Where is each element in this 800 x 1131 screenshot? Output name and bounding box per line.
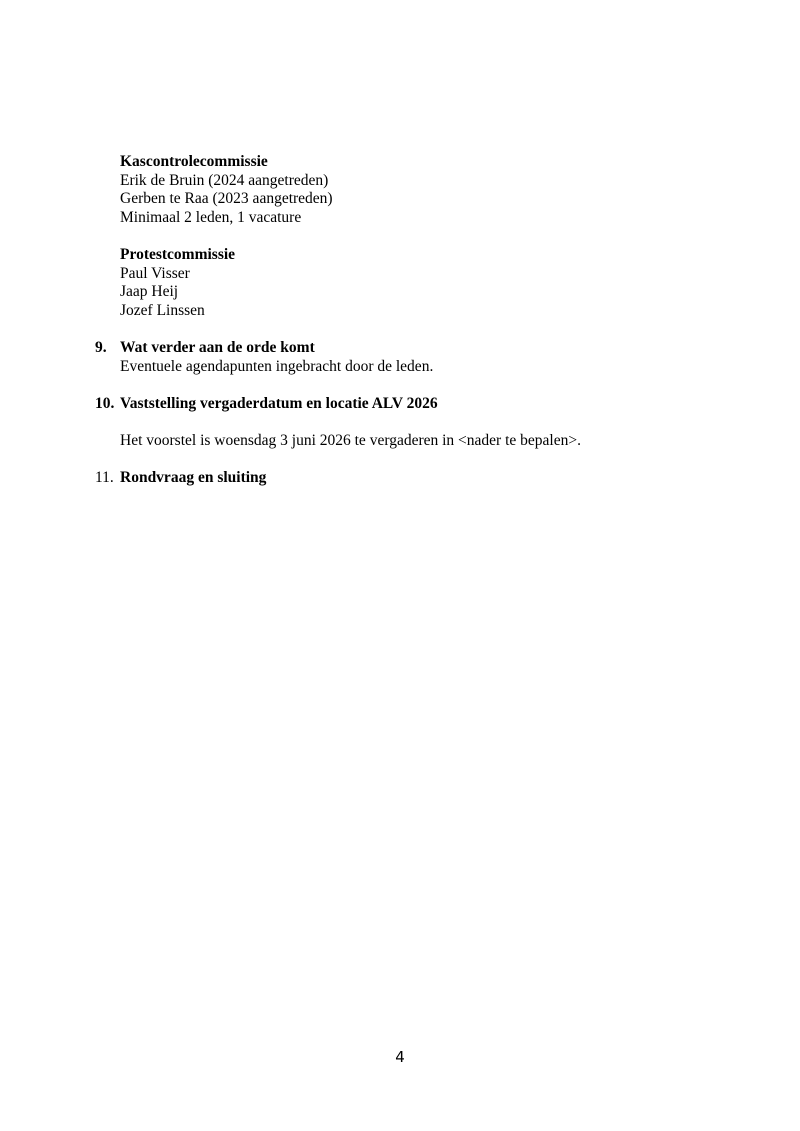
agenda-item-body: Het voorstel is woensdag 3 juni 2026 te vergaderen in <nader te bepalen>. [120,432,581,449]
agenda-item-body: Eventuele agendapunten ingebracht door de leden. [120,358,434,375]
kascontrole-section [120,153,333,228]
protest-section [120,246,235,321]
kascontrole-heading: Kascontrolecommissie [120,153,268,170]
kascontrole-member-1: Erik de Bruin (2024 aangetreden) [120,171,329,189]
protest-member-3: Jozef Linssen [120,302,205,320]
agenda-item-title: Wat verder aan de orde komt [120,339,315,356]
protest-heading: Protestcommissie [120,246,236,263]
agenda-item-11-heading [95,469,266,488]
page-number: 4 [395,1048,405,1066]
agenda-item-title: Vaststelling vergaderdatum en locatie ALV 2026 [120,395,438,412]
agenda-item-number: 10. [95,395,115,412]
agenda-item-title: Rondvraag en sluiting [120,469,267,486]
agenda-item-9-heading [95,339,315,358]
kascontrole-member-2: Gerben te Raa (2023 aangetreden) [120,190,333,208]
agenda-item-10-heading [95,395,438,414]
protest-member-1: Paul Visser [120,264,190,282]
kascontrole-note: Minimaal 2 leden, 1 vacature [120,209,302,227]
agenda-item-number: 11. [95,469,114,486]
agenda-item-number: 9. [95,339,107,356]
protest-member-2: Jaap Heij [120,283,179,301]
agenda-item-9-body [120,358,433,377]
agenda-item-10-body [120,432,581,451]
